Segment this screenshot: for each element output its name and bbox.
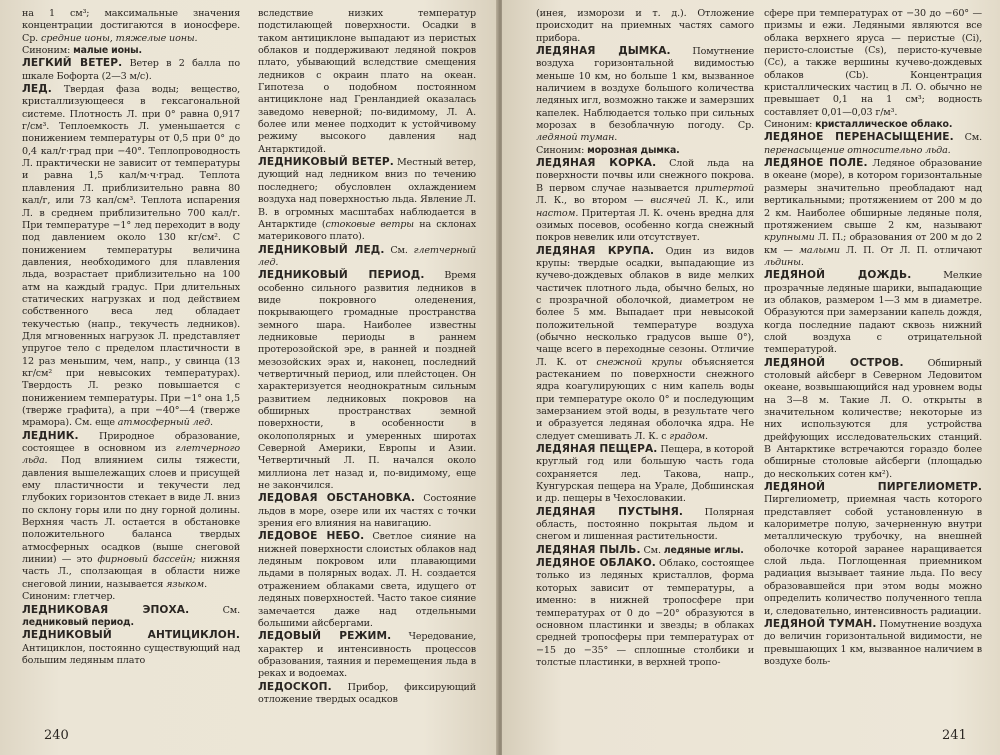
dictionary-entry — [22, 629, 240, 667]
dictionary-entry — [764, 618, 982, 668]
entry-text: Синоним: — [536, 144, 588, 156]
dictionary-entry — [22, 57, 240, 83]
entry-term: ЛЕДОВОЕ НЕБО. — [258, 530, 365, 543]
entry-term: ЛЕДЯНАЯ ПЫЛЬ. — [536, 543, 641, 556]
cross-reference: льдины. — [764, 256, 804, 268]
entry-text: вследствие низких температур подстилающей поверхности. Осадки в таком антициклоне выпадают из перистых облаков и поддерживают ледяной покров плато, убывающий вследствие смещения ледников с окраин плато на океан. Гипотеза о подобном постоянном антициклоне над Гренландией оказалась заведомо неверной; по-видимому, Л. А. более или менее подходит к устойчивому режиму высокого давления над Антарктидой. — [258, 8, 476, 155]
entry-term: ЛЕДЯНОЙ ДОЖДЬ. — [764, 269, 912, 282]
entry-term: ЛЕДНИКОВЫЙ ПЕРИОД. — [258, 269, 425, 282]
dictionary-entry — [22, 604, 240, 630]
column-2 — [258, 8, 476, 706]
dictionary-entry — [536, 544, 754, 557]
entry-text: Светлое сияние на нижней поверхности слоистых облаков над ледяным покровом или плавающими льдами в полярных водах. Л. Н. создается отражением облаками света, идущего от ледяных поверхностей. Часто такое сияние замечается даже над отдельными большими айсбергами. — [258, 531, 476, 629]
cross-reference: средние ионы, тяжелые ионы. — [40, 32, 198, 44]
entry-continuation — [764, 119, 982, 131]
dictionary-entry — [764, 269, 982, 356]
entry-text: Л. К., или — [690, 195, 754, 207]
dictionary-entry — [536, 443, 754, 506]
entry-text: Помутнение воздуха горизонтальной видимостью меньше 10 км, но больше 1 км, вызванное наличием в воздухе большого количества ледяных игл, возможно также и замерзших капелек. Наблюдается только при сильных морозах в безоблачную погоду. Ср. — [536, 46, 754, 132]
entry-term: ЛЕДЯНАЯ КРУПА. — [536, 244, 655, 257]
entry-text: См. — [640, 544, 664, 556]
entry-term: ЛЕГКИЙ ВЕТЕР. — [22, 57, 123, 70]
entry-text: Состояние льдов в море, озере или их частях с точки зрения его влияния на навигацию. — [258, 493, 476, 530]
entry-text: Л. К., во втором — — [536, 195, 651, 207]
synonym-term: малые ионы. — [73, 45, 142, 57]
entry-text: на склонах материкового плато). — [258, 218, 477, 243]
cross-reference: перенасыщение относительно льда. — [764, 144, 951, 156]
dictionary-entry — [764, 131, 982, 157]
cross-reference: ледяной туман. — [536, 132, 618, 144]
entry-text: Помутнение воздуха до величин горизонтальной видимости, не превышающих 1 км, вызванное наличием в воздухе боль- — [764, 618, 983, 667]
entry-text: сфере при температурах от −30 до −60° — призмы и ежи. Ледяными являются все облака верхнего яруса — перистые (Ci), перисто-слоистые (Cs), перисто-кучевые (Cc), а также вершины кучево-дождевых облаков (Cb). Концентрация кристаллических частиц в Л. О. обычно не превышает 0,1 на 1 см³; водность составляет 0,01—0,03 г/м³. — [764, 8, 982, 118]
cross-reference: языком. — [166, 578, 208, 590]
entry-term: ЛЕДНИКОВЫЙ ЛЕД. — [258, 243, 385, 256]
entry-text: Местный ветер, дующий над ледником вниз по течению последнего; обусловлен охлаждением воздуха над поверхностью льда. Явление Л. В. в огромных масштабах наблюдается в Антарктиде ( — [258, 157, 476, 230]
entry-text: Пещера, в которой круглый год или большую часть года сохраняется лед. Такова, напр., Кунгурская пещера на Урале, Добшинская и др. пещеры в Чехословакии. — [536, 444, 754, 505]
synonym-term: ледяные иглы. — [663, 544, 744, 556]
entry-term: ЛЕДНИКОВАЯ ЭПОХА. — [22, 603, 190, 616]
entry-text: Под влиянием силы тяжести, давления вышележащих слоев и присущей ему пластичности и текучести лед глубоких горизонтов стекает в виде Л. вниз по склону горы или по дну горной долины. Верхняя часть Л. остается в обстановке положительного баланса твердых атмосферных осадков (выше снеговой линии) — это — [22, 455, 240, 566]
entry-text: Прибор, фиксирующий отложение твердых осадков — [258, 681, 476, 705]
entry-term: ЛЕДНИК. — [22, 429, 79, 442]
cross-reference: висячей — [650, 195, 691, 207]
cross-reference: фирновый бассейн; — [97, 554, 196, 566]
entry-text: См. — [953, 132, 982, 144]
right-page — [502, 0, 1000, 755]
dictionary-entry — [258, 492, 476, 530]
entry-term: ЛЕДОСКОП. — [258, 680, 332, 693]
page-number-right: 241 — [942, 728, 967, 743]
entry-continuation — [536, 145, 754, 157]
entry-continuation — [258, 8, 476, 156]
entry-term: ЛЕДЯНОЕ ПЕРЕНАСЫЩЕНИЕ. — [764, 131, 954, 144]
entry-text: на 1 см³; максимальные значения концентрации достигаются в ионосфере. Ср. — [22, 8, 240, 44]
entry-text: Пиргелиометр, приемная часть которого представляет собой установленную в калориметре полую, зачерненную внутри металлическую трубочку, на внешней оболочке которой заранее наращивается слой льда. Поглощенная приемником радиация вызывает таяние льда. По весу образовавшейся при этом воды можно определить количество полученного тепла и, следовательно, интенсивность радиации. — [764, 494, 982, 617]
entry-text: нижняя часть Л., сползающая в области ниже снеговой линии, называется — [22, 554, 240, 590]
entry-term: ЛЕДЯНОЙ ПИРГЕЛИОМЕТР. — [764, 481, 982, 494]
dictionary-entry — [258, 269, 476, 492]
entry-continuation — [22, 591, 240, 603]
entry-continuation — [764, 8, 982, 119]
entry-continuation — [536, 8, 754, 45]
entry-text: Л. П.; образования от 200 м до 2 км — — [764, 232, 982, 256]
dictionary-entry — [258, 156, 476, 243]
dictionary-entry — [22, 83, 240, 430]
entry-text: Время особенно сильного развития ледников в виде покровного оледенения, покрывающего громадные пространства земного шара. Наиболее известны ледниковые периоды в раннем протерозойской эре, в ранней и поздней мезозойских эрах и, наконец, последний четвертичный период, или плейстоцен. Он характеризуется неоднократным сильным развитием ледниковых покровов на обширных пространствах земной поверхности, в особенности в околополярных и умеренных широтах Северной Америки, Европы и Азии. Четвертичный Л. П. начался около миллиона лет назад и, по-видимому, еще не закончился. — [258, 270, 476, 492]
entry-text: Твердая фаза воды; вещество, кристаллизующееся в гексагональной системе. Плотность Л. при 0° равна 0,917 г/см³. Теплоемкость Л. уменьшается с понижением температуры от 0,5 при 0° до 0,4 кал/г·град при −40°. Теплопроводность Л. практически не зависит от температуры и равна 1,5 кал/м·ч·град. Теплота плавления Л. приблизительно равна 80 кал/г, или 73 кал/см³. Теплота испарения Л. в среднем приблизительно 700 кал/г. При температуре −1° лед переходит в воду под давлением около 130 кг/см². С понижением температуры величина давления, необходимого для плавления льда, возрастает приблизительно на 100 атм на каждый градус. При длительных статических нагрузках и под действием собственного веса лед обладает текучестью (напр., текучесть ледников). Для мгновенных нагрузок Л. представляет упругое тело с пределом пластичности в 12 раз меньшим, чем, напр., у свинца (13 кг/см² при невысоких температурах). Твердость Л. резко повышается с понижением температуры. При −1° она 1,5 (тверже графита), а при −40°—4 (тверже мрамора). См. еще — [22, 84, 240, 429]
dictionary-entry — [258, 630, 476, 680]
entry-term: ЛЕДНИКОВЫЙ ВЕТЕР. — [258, 156, 394, 169]
entry-term: ЛЕДЯНАЯ ДЫМКА. — [536, 45, 671, 58]
left-page — [0, 0, 498, 755]
cross-reference: настом. — [536, 207, 579, 219]
entry-text: Слой льда на поверхности почвы или снежного покрова. В первом случае называется — [536, 158, 754, 194]
entry-text: Антициклон, постоянно существующий над большим ледяным плато — [22, 642, 240, 666]
entry-continuation — [22, 45, 240, 57]
column-3 — [536, 8, 754, 669]
column-1 — [22, 8, 240, 667]
entry-term: ЛЕДЯНОЕ ОБЛАКО. — [536, 557, 656, 570]
entry-text: См. — [189, 604, 240, 616]
dictionary-entry — [258, 244, 476, 270]
entry-term: ЛЕДЯНОЕ ПОЛЕ. — [764, 157, 868, 170]
entry-text: Полярная область, постоянно покрытая льдом и снегом и лишенная растительности. — [536, 506, 754, 543]
entry-text: Мелкие прозрачные ледяные шарики, выпадающие из облаков, размером 1—3 мм в диаметре. Образуются при замерзании капель дождя, когда последние падают сквозь нижний слой воздуха с отрицательной температурой. — [764, 270, 982, 356]
entry-term: ЛЕДЯНАЯ ПУСТЫНЯ. — [536, 505, 683, 518]
entry-text: Синоним: глетчер. — [22, 591, 116, 603]
dictionary-entry — [258, 530, 476, 630]
entry-text: Ледяное образование в океане (море), в котором горизонтальные размеры значительно преобладают над вертикальными; протяжением от 200 м до 2 км. Наиболее обширные ледяные поля, протяжением свыше 2 км, называют — [764, 158, 982, 231]
dictionary-entry — [536, 506, 754, 544]
dictionary-entry — [536, 557, 754, 669]
cross-reference: снежной крупы — [596, 356, 683, 368]
entry-term: ЛЕДНИКОВЫЙ АНТИЦИКЛОН. — [22, 629, 240, 642]
entry-text: Облако, состоящее только из ледяных кристаллов, форма которых зависит от температуры, а именно: в нижней тропосфере при температурах от 0 до −20° образуются в основном пластинки и звезды; в облаках средней тропосферы при температурах от −15 до −35° — сплошные столбики и толстые пластинки, в верхней тропо- — [536, 558, 754, 668]
dictionary-entry — [536, 157, 754, 244]
entry-term: ЛЕДОВЫЙ РЕЖИМ. — [258, 630, 392, 643]
dictionary-entry — [258, 681, 476, 707]
synonym-term: морозная дымка. — [587, 144, 680, 156]
cross-reference: стоковые ветры — [325, 218, 414, 230]
cross-reference: градом. — [669, 430, 708, 442]
cross-reference: глетчерного льда. — [22, 443, 240, 467]
entry-text: Природное образование, состоящее в основном из — [22, 430, 240, 455]
entry-term: ЛЕДЯНАЯ ПЕЩЕРА. — [536, 443, 658, 456]
dictionary-entry — [764, 481, 982, 618]
column-4 — [764, 8, 982, 668]
entry-text: Один из видов крупы: твердые осадки, выпадающие из кучево-дождевых облаков в виде мелких частичек плотного льда, обычно белых, но с прозрачной оболочкой, диаметром не более 5 мм. Выпадает при невысокой положительной температуре воздуха (обычно несколько градусов выше 0°), чаще всего в переходные сезоны. Отличие Л. К. от — [536, 245, 754, 368]
dictionary-entry — [536, 245, 754, 444]
cross-reference: атмосферный лед. — [117, 417, 213, 429]
dictionary-entry — [22, 430, 240, 591]
synonym-term: кристаллическое облако. — [815, 119, 953, 131]
cross-reference: крупными — [764, 232, 815, 244]
entry-text: Чередование, характер и интенсивность процессов образования, таяния и перемещения льда в реках и водоемах. — [258, 631, 476, 680]
entry-text: (инея, изморози и т. д.). Отложение происходит на приемных частях самого прибора. — [536, 8, 754, 44]
entry-term: ЛЕД. — [22, 83, 52, 96]
entry-text: объясняется растеканием по поверхности снежного ядра коагулирующих с ним капель воды при температуре около 0° и последующим замерзанием этой воды, в результате чего и образуется ледяная оболочка ядра. Не следует смешивать Л. К. с — [536, 356, 754, 442]
entry-text: Обширный столовый айсберг в Северном Ледовитом океане, возвышающийся над уровнем воды на 3—8 м. Такие Л. О. открыты в значительном количестве; некоторые из них используются для устройства дрейфующих исследовательских станций. В Антарктике встречаются гораздо более обширные столовые айсберги (площадью до нескольких сотен км²). — [764, 357, 982, 480]
entry-continuation — [22, 8, 240, 45]
cross-reference: глетчерный лед. — [258, 244, 477, 268]
cross-reference: притертой — [694, 182, 754, 194]
dictionary-entry — [764, 357, 982, 481]
entry-text: Синоним: — [764, 119, 816, 131]
entry-text: См. — [384, 244, 414, 256]
entry-term: ЛЕДЯНОЙ ОСТРОВ. — [764, 356, 904, 369]
entry-text: Ветер в 2 балла по шкале Бофорта (2—3 м/с). — [22, 58, 240, 82]
entry-term: ЛЕДОВАЯ ОБСТАНОВКА. — [258, 492, 415, 505]
entry-text: Синоним: — [22, 45, 74, 57]
entry-term: ЛЕДЯНАЯ КОРКА. — [536, 157, 657, 170]
dictionary-entry — [764, 157, 982, 269]
entry-text: Притертая Л. К. очень вредна для озимых посевов, особенно когда снежный покров невелик или отсутствует. — [536, 207, 754, 244]
page-number-left: 240 — [44, 728, 69, 743]
synonym-term: ледниковый период. — [22, 616, 134, 628]
cross-reference: малыми — [799, 244, 840, 256]
entry-term: ЛЕДЯНОЙ ТУМАН. — [764, 617, 877, 630]
entry-text: Л. П. От Л. П. отличают — [839, 244, 982, 256]
dictionary-entry — [536, 45, 754, 145]
